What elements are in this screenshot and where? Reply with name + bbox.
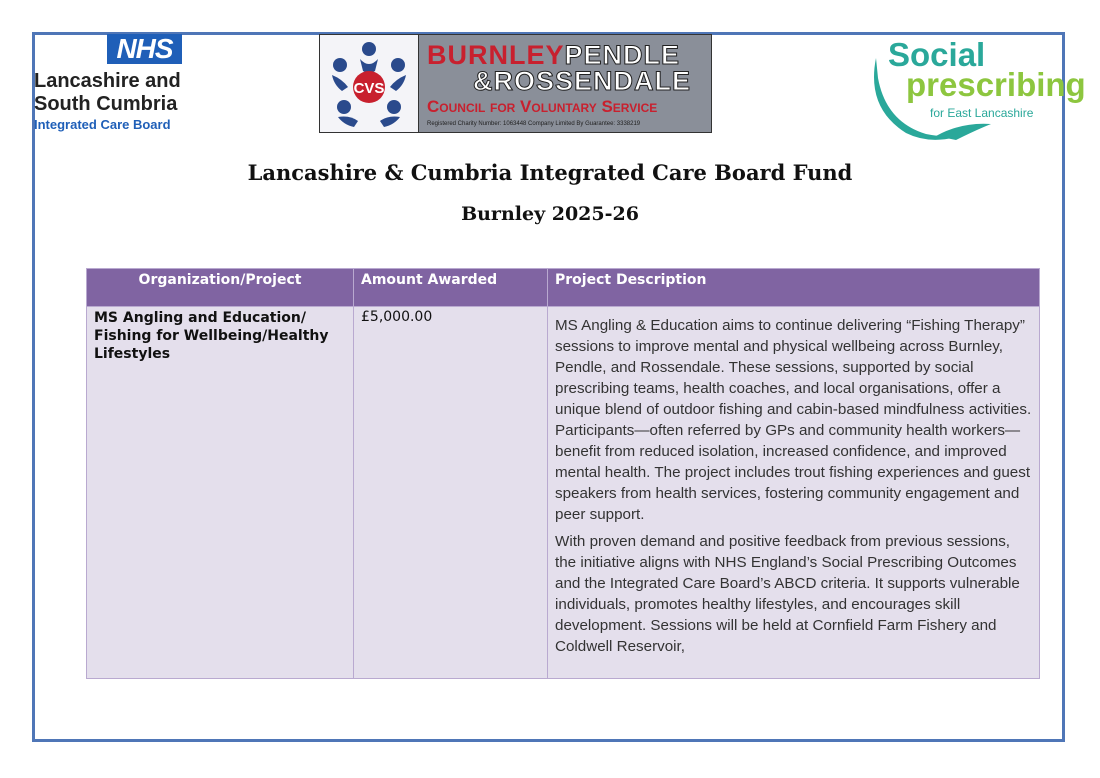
cvs-emblem-icon bbox=[320, 35, 419, 132]
description-paragraph-1: MS Angling & Education aims to continue delivering “Fishing Therapy” sessions to improve mental and physical wellbeing across Burnley, Pendle, and Rossendale. These sessions, supported by social prescribing teams, health coaches, and local organisations, offer a unique blend of outdoor fishing and cabin-based mindfulness activities. Participants—often referred by GPs and community health workers—benefit from reduced isolation, increased confidence, and improved mental health. The project includes trout fishing experiences and guest speakers from health services, fostering community engagement and peer support. bbox=[555, 317, 1032, 523]
nhs-badge: NHS bbox=[107, 34, 182, 64]
cvs-banner bbox=[419, 35, 711, 132]
cvs-emblem-text: CVS bbox=[353, 80, 385, 97]
fund-table bbox=[86, 268, 1040, 679]
document-title: Lancashire & Cumbria Integrated Care Board Fund bbox=[247, 160, 853, 185]
nhs-org-line-1: Lancashire and bbox=[34, 70, 181, 92]
cell-organization: MS Angling and Education/ Fishing for Wellbeing/Healthy Lifestyles bbox=[87, 307, 354, 679]
cvs-pendle: PENDLE bbox=[564, 40, 681, 70]
description-paragraph-2: With proven demand and positive feedback from previous sessions, the initiative aligns with NHS England’s Social Prescribing Outcomes and the Integrated Care Board’s ABCD criteria. It supports vulnerable individuals, promotes healthy lifestyles, and encourages skill development. Sessions will be held at Cornfield Farm Fishery and Coldwell Reservoir, bbox=[555, 533, 1020, 655]
sp-subtitle: for East Lancashire bbox=[930, 106, 1034, 120]
document-subtitle: Burnley 2025-26 bbox=[461, 203, 639, 225]
cvs-title-line-1 bbox=[427, 41, 680, 69]
cvs-logo bbox=[319, 34, 712, 133]
nhs-org-line-2: South Cumbria bbox=[34, 93, 178, 115]
table-header-row bbox=[87, 269, 1040, 307]
cvs-registration-line: Registered Charity Number: 1063448 Company Limited By Guarantee: 3338219 bbox=[427, 121, 641, 127]
table-row bbox=[87, 307, 1040, 679]
header-organization: Organization/Project bbox=[87, 269, 354, 307]
cvs-title-line-2: &ROSSENDALE bbox=[473, 66, 692, 96]
header-amount: Amount Awarded bbox=[354, 269, 548, 307]
cell-amount: £5,000.00 bbox=[354, 307, 548, 679]
nhs-lsc-icb-logo bbox=[34, 34, 194, 134]
cell-description bbox=[548, 307, 1040, 679]
header-description: Project Description bbox=[548, 269, 1040, 307]
sp-word-prescribing: prescribing bbox=[906, 66, 1086, 103]
cvs-burnley: BURNLEY bbox=[427, 40, 565, 70]
sp-word-social: Social bbox=[888, 36, 986, 73]
cvs-council-line: Council for Voluntary Service bbox=[427, 97, 658, 116]
nhs-org-subtitle: Integrated Care Board bbox=[34, 117, 171, 132]
social-prescribing-logo bbox=[866, 36, 1086, 148]
